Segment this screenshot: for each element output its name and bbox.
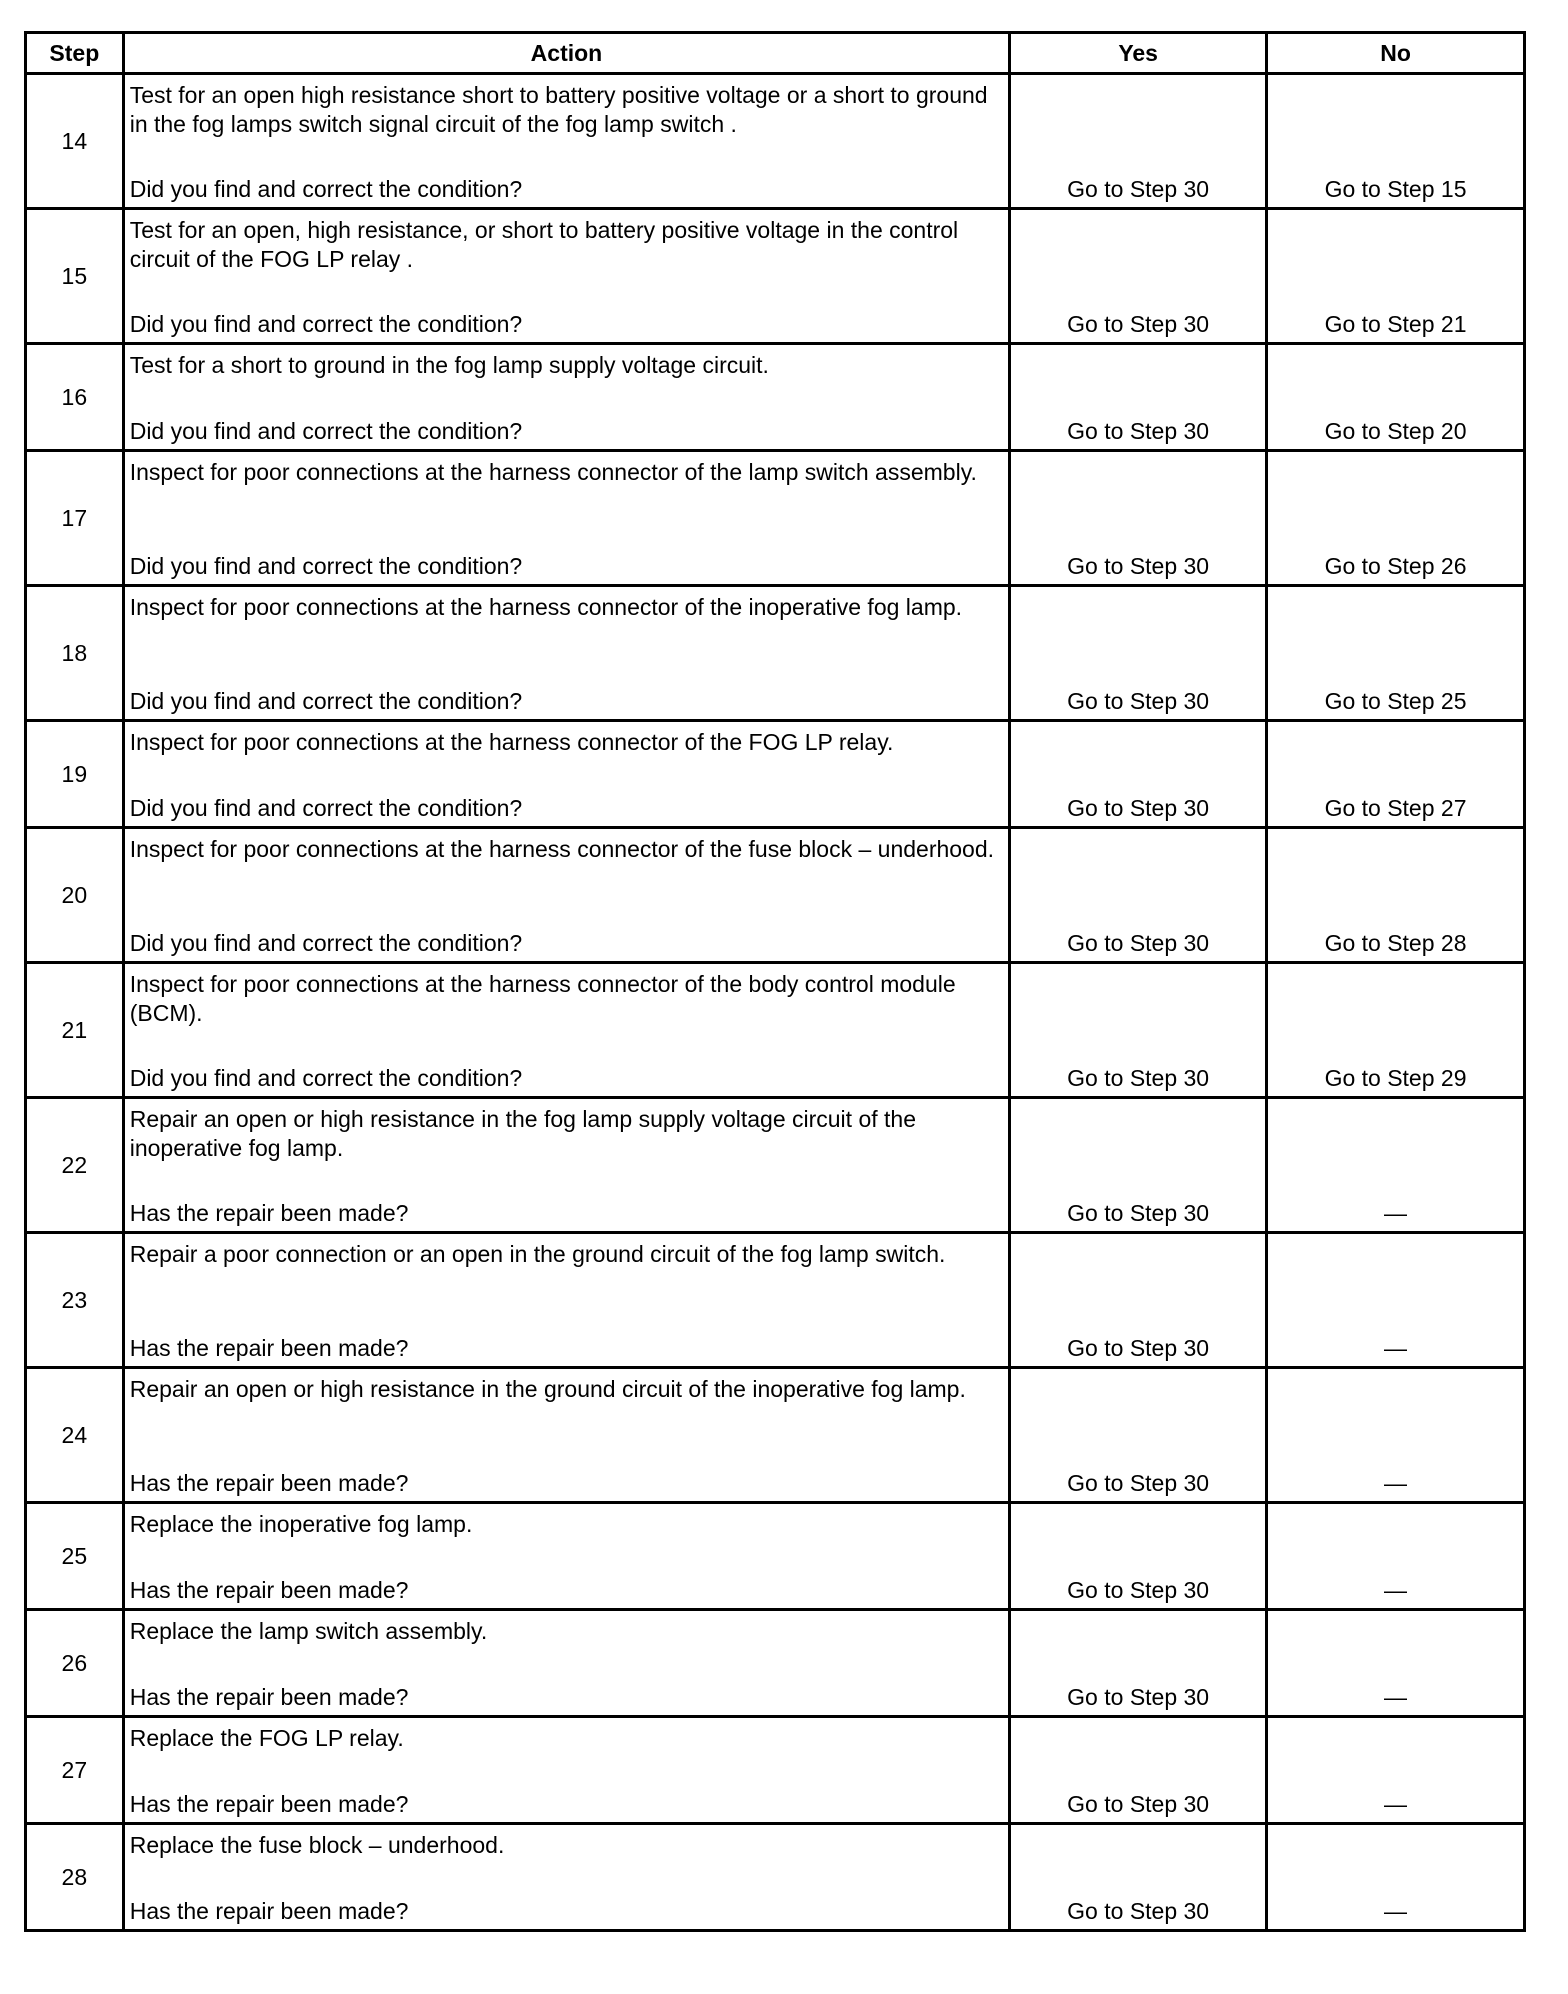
- header-row: [26, 33, 1525, 74]
- yes-result: Go to Step 30: [1067, 1200, 1210, 1226]
- step-number: 23: [26, 1233, 124, 1368]
- question-text: Did you find and correct the condition?: [129, 1065, 523, 1091]
- step-number: 20: [26, 828, 124, 963]
- action-text: Inspect for poor connections at the harness connector of the body control module (BCM).: [129, 971, 956, 1026]
- yes-result: Go to Step 30: [1067, 553, 1210, 579]
- step-number: 17: [26, 451, 124, 586]
- table-row: [26, 1824, 1525, 1931]
- yes-cell: [1010, 1098, 1267, 1233]
- no-cell: [1267, 586, 1525, 721]
- no-cell: [1267, 74, 1525, 209]
- action-cell: [123, 721, 1010, 828]
- no-result: —: [1384, 1335, 1408, 1361]
- action-text: Replace the inoperative fog lamp.: [129, 1511, 473, 1537]
- step-number: 19: [26, 721, 124, 828]
- yes-cell: [1010, 1824, 1267, 1931]
- question-text: Did you find and correct the condition?: [129, 418, 523, 444]
- no-result: Go to Step 21: [1324, 311, 1467, 337]
- action-text: Test for a short to ground in the fog lamp supply voltage circuit.: [129, 352, 769, 378]
- table-row: [26, 209, 1525, 344]
- yes-cell: [1010, 74, 1267, 209]
- no-cell: [1267, 344, 1525, 451]
- no-cell: [1267, 1098, 1525, 1233]
- action-text: Replace the FOG LP relay.: [129, 1725, 404, 1751]
- header-step: Step: [26, 33, 124, 74]
- step-number: 24: [26, 1368, 124, 1503]
- action-cell: [123, 1233, 1010, 1368]
- table-row: [26, 1368, 1525, 1503]
- question-text: Did you find and correct the condition?: [129, 930, 523, 956]
- no-cell: [1267, 451, 1525, 586]
- action-cell: [123, 1503, 1010, 1610]
- no-result: Go to Step 27: [1324, 795, 1467, 821]
- action-cell: [123, 963, 1010, 1098]
- table-row: [26, 344, 1525, 451]
- yes-cell: [1010, 1717, 1267, 1824]
- table-row: [26, 1610, 1525, 1717]
- no-cell: [1267, 828, 1525, 963]
- table-row: [26, 1098, 1525, 1233]
- action-text: Test for an open high resistance short to battery positive voltage or a short to ground in the fog lamps switch signal circuit of the fog lamp switch .: [129, 82, 988, 137]
- step-number: 21: [26, 963, 124, 1098]
- question-text: Has the repair been made?: [129, 1335, 409, 1361]
- no-result: —: [1384, 1898, 1408, 1924]
- step-number: 15: [26, 209, 124, 344]
- no-cell: [1267, 1368, 1525, 1503]
- action-text: Inspect for poor connections at the harness connector of the FOG LP relay.: [129, 729, 894, 755]
- header-action: Action: [123, 33, 1010, 74]
- no-result: —: [1384, 1470, 1408, 1496]
- table-row: [26, 586, 1525, 721]
- no-cell: [1267, 721, 1525, 828]
- no-cell: [1267, 963, 1525, 1098]
- no-result: Go to Step 15: [1324, 176, 1467, 202]
- yes-cell: [1010, 721, 1267, 828]
- question-text: Has the repair been made?: [129, 1470, 409, 1496]
- table-row: [26, 828, 1525, 963]
- yes-result: Go to Step 30: [1067, 1065, 1210, 1091]
- no-result: Go to Step 20: [1324, 418, 1467, 444]
- step-number: 18: [26, 586, 124, 721]
- action-cell: [123, 209, 1010, 344]
- step-number: 27: [26, 1717, 124, 1824]
- action-cell: [123, 586, 1010, 721]
- question-text: Did you find and correct the condition?: [129, 176, 523, 202]
- yes-result: Go to Step 30: [1067, 795, 1210, 821]
- yes-result: Go to Step 30: [1067, 1791, 1210, 1817]
- action-cell: [123, 1717, 1010, 1824]
- table-row: [26, 1717, 1525, 1824]
- table-row: [26, 1503, 1525, 1610]
- action-cell: [123, 344, 1010, 451]
- action-cell: [123, 1368, 1010, 1503]
- action-text: Test for an open, high resistance, or short to battery positive voltage in the control circuit of the FOG LP relay .: [129, 217, 959, 272]
- no-cell: [1267, 209, 1525, 344]
- table-row: [26, 74, 1525, 209]
- table-row: [26, 721, 1525, 828]
- no-cell: [1267, 1824, 1525, 1931]
- step-number: 25: [26, 1503, 124, 1610]
- header-no: No: [1267, 33, 1525, 74]
- question-text: Did you find and correct the condition?: [129, 553, 523, 579]
- yes-result: Go to Step 30: [1067, 311, 1210, 337]
- step-number: 14: [26, 74, 124, 209]
- diagnostic-table: [24, 31, 1526, 1932]
- yes-cell: [1010, 828, 1267, 963]
- step-number: 26: [26, 1610, 124, 1717]
- yes-result: Go to Step 30: [1067, 1577, 1210, 1603]
- no-cell: [1267, 1503, 1525, 1610]
- action-cell: [123, 74, 1010, 209]
- yes-cell: [1010, 1610, 1267, 1717]
- yes-cell: [1010, 451, 1267, 586]
- action-cell: [123, 1610, 1010, 1717]
- no-result: Go to Step 28: [1324, 930, 1467, 956]
- action-cell: [123, 828, 1010, 963]
- question-text: Has the repair been made?: [129, 1898, 409, 1924]
- table-row: [26, 451, 1525, 586]
- no-result: —: [1384, 1200, 1408, 1226]
- no-result: —: [1384, 1577, 1408, 1603]
- yes-cell: [1010, 344, 1267, 451]
- no-result: Go to Step 26: [1324, 553, 1467, 579]
- question-text: Did you find and correct the condition?: [129, 688, 523, 714]
- yes-cell: [1010, 963, 1267, 1098]
- action-cell: [123, 451, 1010, 586]
- question-text: Has the repair been made?: [129, 1577, 409, 1603]
- no-cell: [1267, 1233, 1525, 1368]
- no-result: Go to Step 25: [1324, 688, 1467, 714]
- table-row: [26, 1233, 1525, 1368]
- action-text: Replace the fuse block – underhood.: [129, 1832, 505, 1858]
- action-text: Replace the lamp switch assembly.: [129, 1618, 488, 1644]
- question-text: Has the repair been made?: [129, 1684, 409, 1710]
- yes-result: Go to Step 30: [1067, 1684, 1210, 1710]
- yes-result: Go to Step 30: [1067, 1898, 1210, 1924]
- yes-result: Go to Step 30: [1067, 930, 1210, 956]
- action-text: Inspect for poor connections at the harness connector of the lamp switch assembly.: [129, 459, 977, 485]
- action-text: Repair an open or high resistance in the ground circuit of the inoperative fog lamp.: [129, 1376, 966, 1402]
- question-text: Did you find and correct the condition?: [129, 311, 523, 337]
- action-text: Inspect for poor connections at the harness connector of the fuse block – underhood.: [129, 836, 995, 862]
- table-row: [26, 963, 1525, 1098]
- no-cell: [1267, 1610, 1525, 1717]
- yes-result: Go to Step 30: [1067, 1470, 1210, 1496]
- no-result: Go to Step 29: [1324, 1065, 1467, 1091]
- yes-result: Go to Step 30: [1067, 1335, 1210, 1361]
- question-text: Has the repair been made?: [129, 1791, 409, 1817]
- yes-cell: [1010, 1233, 1267, 1368]
- action-text: Inspect for poor connections at the harness connector of the inoperative fog lamp.: [129, 594, 963, 620]
- yes-cell: [1010, 586, 1267, 721]
- yes-cell: [1010, 1368, 1267, 1503]
- yes-result: Go to Step 30: [1067, 418, 1210, 444]
- question-text: Has the repair been made?: [129, 1200, 409, 1226]
- action-text: Repair an open or high resistance in the fog lamp supply voltage circuit of the inoperative fog lamp.: [129, 1106, 916, 1161]
- question-text: Did you find and correct the condition?: [129, 795, 523, 821]
- no-cell: [1267, 1717, 1525, 1824]
- step-number: 22: [26, 1098, 124, 1233]
- action-cell: [123, 1098, 1010, 1233]
- step-number: 16: [26, 344, 124, 451]
- yes-result: Go to Step 30: [1067, 176, 1210, 202]
- yes-result: Go to Step 30: [1067, 688, 1210, 714]
- yes-cell: [1010, 209, 1267, 344]
- header-yes: Yes: [1010, 33, 1267, 74]
- step-number: 28: [26, 1824, 124, 1931]
- no-result: —: [1384, 1684, 1408, 1710]
- action-cell: [123, 1824, 1010, 1931]
- yes-cell: [1010, 1503, 1267, 1610]
- no-result: —: [1384, 1791, 1408, 1817]
- action-text: Repair a poor connection or an open in the ground circuit of the fog lamp switch.: [129, 1241, 946, 1267]
